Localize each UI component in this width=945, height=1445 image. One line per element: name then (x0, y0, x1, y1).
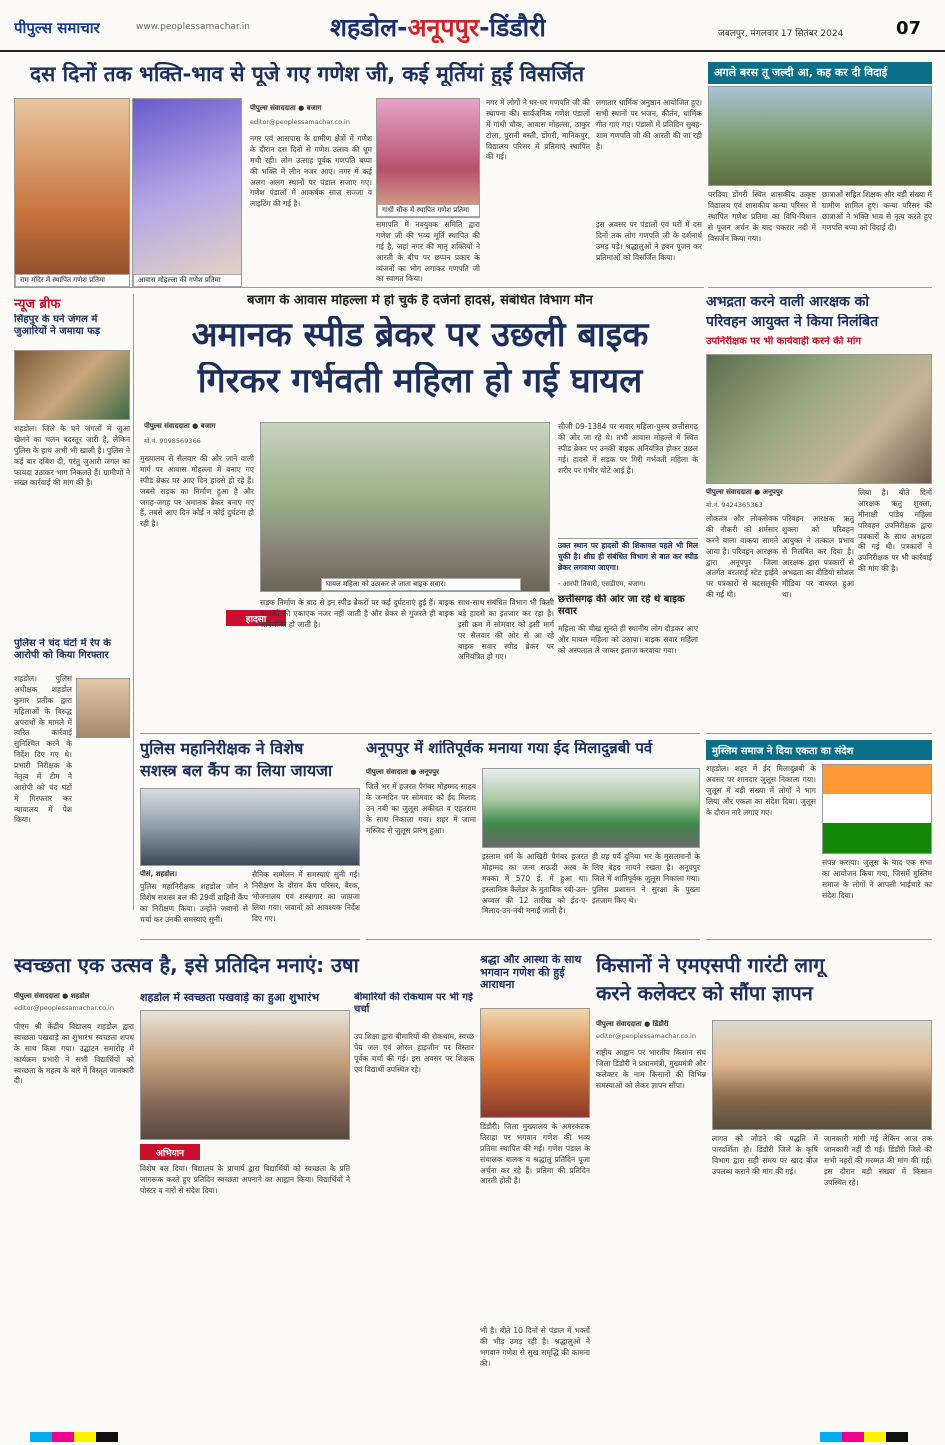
story-byline: पीपुल्स संवाददाता ● अनूपपुर (706, 488, 783, 496)
story-body-col4: लगातार धार्मिक अनुष्ठान आयोजित हुए। सभी स्थानों पर भजन, कीर्तन, धार्मिक गीत गाए गए। पंडालों में प्रतिदिन सुबह-शाम गणपति जी की आरती की जा रही है। (596, 98, 702, 151)
story-mobile: मो.नं. 9424365363 (706, 501, 763, 509)
news-brief-label: न्यूज ब्रीफ (14, 297, 61, 312)
story-email[interactable]: editor@peoplessamachar.co.in (596, 1032, 696, 1040)
story-body-col1: परदिया डोंगरी स्थित शासकीय उत्कृष्ट विद्यालय एवं शासकीय कन्या परिसर में स्थापित गणेश प्रतिमा का विधि-विधान से पूजन अर्चन के बाद चकरार नदी में विसर्जन किया गया। (708, 190, 816, 243)
masthead (0, 0, 945, 52)
story-ig-camp (140, 740, 360, 940)
farmers-memorandum-photo (712, 1020, 932, 1130)
story-headline: दस दिनों तक भक्ति-भाव से पूजे गए गणेश जी, कई मूर्तियां हुईं विसर्जित (30, 62, 585, 86)
story-constable-suspended (706, 294, 932, 734)
ganesh-idol-photo (480, 1008, 590, 1118)
quote-author: - आरपी तिवारी, एसडीएम, बजाग। (558, 580, 646, 588)
story-body-col3: जानकारी मांगी गई लेकिन आज तक जानकारी नहीं दी गई। डिंडौरी जिले की सभी नहरों की मरम्मत की मांग की गई। इस दौरान बड़ी संख्या में किसान उपस्थित रहे। (824, 1134, 932, 1187)
issue-date: जबलपुर, मंगलवार 17 सितंबर 2024 (718, 29, 844, 39)
section-title-b: अनूपपुर (407, 13, 480, 42)
story-subhead-2: बीमारियों की रोकथाम पर भी गई चर्चा (354, 992, 473, 1015)
story-band: मुस्लिम समाज ने दिया एकता का संदेश (706, 740, 932, 760)
cmyk-swatch-yellow (74, 1432, 96, 1442)
story-headline-line1: अभद्रता करने वाली आरक्षक को (706, 294, 870, 310)
story-body-col2: भी है। बीते 10 दिनों से पंडाल में भक्तों की भीड़ उमड़ रही है। श्रद्धालुओं ने भगवान गणेश से सुख समृद्धि की कामना की। (480, 1326, 590, 1368)
story-body-col2: समापति में नवयुवक समिति द्वारा गणेश जी की भव्य मूर्ति स्थापित की गई है, जहां नगर की मातृ शक्तियों ने आरती के बीच पर छप्पन प्रकार के व्यंजनों का भोग लगाकर गणपति जी का स्वागत किया। (376, 220, 480, 284)
section-title-a: शहडोल- (330, 13, 408, 42)
ganesh-photo-ram-mandir (14, 98, 130, 288)
story-muslim-unity (706, 740, 932, 940)
story-subhead: उपनिरीक्षक पर भी कार्यवाही करने की मांग (706, 336, 862, 347)
story-body-col1: शहडोल। शहर में ईद मिलादुन्नबी के अवसर पर शानदार जुलूस निकाला गया। जुलूस में बड़ी संख्या में लोगों ने भाग लिया और एकता का संदेश दिया। जुलूस के दौरान नारे लगाए गए। (706, 764, 816, 817)
story-body-col2: विशेष बल दिया। विद्यालय के प्राचार्य द्वारा विद्यार्थियों को स्वच्छता के प्रति जागरूक करते हुए प्रतिदिन स्वच्छता अपनाने का आह्वान किया। विद्यार्थियों ने पोस्टर व नारों से संदेश दिया। (140, 1164, 350, 1195)
cmyk-swatch-black (96, 1432, 118, 1442)
story-headline-line2: करने कलेक्टर को सौंपा ज्ञापन (596, 982, 813, 1005)
newspaper-logo: पीपुल्स समाचार (14, 19, 100, 37)
story-body-col1: राष्ट्रीय आह्वान पर भारतीय किसान संघ जिला डिंडौरी ने प्रधानमंत्री, मुख्यमंत्री और कलेक्टर के नाम किसानों की विभिन्न समस्याओं को लेकर ज्ञापन सौंपा। (596, 1048, 706, 1090)
quote-text: उक्त स्थान पर हादसों की शिकायत पहले भी मिल चुकी है। शीघ्र ही संबंधित विभाग से बात कर स्पीड ब्रेकर लगवाया जाएगा। (558, 541, 698, 572)
story-body-col1: पुलिस महानिरीक्षक शहडोल जोन ने विशेष सशस्त्र बल की 29वीं वाहिनी कैंप का निरीक्षण किया। उन्होंने जवानों से चर्चा कर उनकी समस्याएं सुनीं। (140, 882, 248, 924)
gambling-photo (14, 350, 130, 420)
story-email[interactable]: editor@peoplessamachar.co.in (250, 118, 350, 126)
page-number: 07 (896, 18, 922, 39)
story-cleanliness (14, 946, 474, 1426)
quote-box (558, 538, 698, 592)
eid-procession-photo (482, 768, 700, 848)
story-tag: अभियान (140, 1144, 200, 1160)
story-subhead: शहडोल में स्वच्छता पखवाड़े का हुआ शुभारंभ (140, 992, 320, 1004)
story-body-col2: लागत को जोड़ने की पद्धति में पारदर्शिता हो। डिंडौरी जिले के कृषि विभाग द्वारा सही समय पर खाद बीज उपलब्ध कराने की मांग की गई। (712, 1134, 818, 1176)
photo-caption: राम मंदिर में स्थापित गणेश प्रतिमा (15, 274, 130, 287)
story-body-col5: सीजी 09-1384 पर सवार महिला-पुरुष छत्तीसगढ़ की ओर जा रहे थे। तभी आवास मोहल्ले में स्थित स्पीड ब्रेकर पर उनकी बाइक अनियंत्रित होकर उछल गई। हादसे में सड़क पर गिरी गर्भवती महिला के शरीर पर गंभीर चोटें आई हैं। (558, 422, 698, 475)
story-body-col4: महिला की चीख सुनते ही स्थानीय लोग दौड़कर आए और घायल महिला को उठाया। बाइक सवार महिला को अस्पताल ले जाकर इलाज करवाया गया। (558, 624, 698, 655)
story-body-col2: सैनिक सम्मेलन में समस्याएं सुनी गईं। निरीक्षण के दौरान कैंप परिसर, बैरक, भोजनालय एवं शस्त्रागार का जायजा लिया गया। जवानों को आवश्यक निर्देश दिए गए। (252, 870, 360, 923)
brief-body-2: शहडोल। पुलिस अधीक्षक शहडोल कुमार प्रतीक द्वारा महिलाओं के विरुद्ध अपराधों के मामले में त्वरित कार्रवाई सुनिश्चित करने के निर्देश दिए गए थे। प्रभारी निरीक्षक के नेतृत्व में टीम ने आरोपी को चंद घंटों में गिरफ्तार कर न्यायालय में पेश किया। (14, 674, 72, 825)
story-body-col3: लिया है। बीते दिनों आरक्षक ऋतु शुक्ला, मीनाक्षी पांडेय महिला परिवहन उपनिरीक्षक द्वारा पत्रकारों के साथ अभद्रता की गई थी। पत्रकारों ने उपनिरीक्षक पर भी कार्रवाई की मांग की है। (858, 488, 932, 574)
story-farmers-msp (596, 946, 932, 1426)
section-title-c: -डिंडौरी (479, 13, 546, 42)
story-headline-line2: गिरकर गर्भवती महिला हो गई घायल (197, 362, 643, 401)
story-speed-breaker (140, 294, 700, 734)
story-kicker: बजाग के आवास मोहल्ला में हो चुके हैं दर्जनों हादसे, संबंधित विभाग मौन (247, 294, 593, 308)
brief-headline-1: सिंहपुर के घने जंगल में जुआरियों ने जमाया फड़ (14, 314, 101, 337)
story-body-col5: इस अवसर पर पंडालों एवं घरों में दस दिनों तक लोग गणपति जी के दर्शनार्थ उमड़ पड़े। श्रद्धालुओं ने हवन पूजन कर प्रतिमाओं को विसर्जित किया। (596, 220, 702, 262)
story-eid-anuppur (366, 740, 700, 940)
story-ganesh-immersion (14, 58, 704, 288)
story-body-col2: सड़क निर्माण के बाद से इन स्पीड ब्रेकरों पर कई दुर्घटनाएं हुई हैं। बाइक चालकों की एकाएक नजर नहीं जाती है और ब्रेकर से गुजरते ही बाइक अनियंत्रित हो जाती है। (260, 598, 454, 629)
cmyk-swatch-magenta (842, 1432, 864, 1442)
story-byline: पीपुल्स संवाददाता ● डिंडौरी (596, 1020, 669, 1028)
camp-inspection-photo (140, 788, 360, 866)
story-headline: श्रद्धा और आस्था के साथ भगवान गणेश की हुई आराधना (480, 954, 582, 992)
story-body-col3: नगर में लोगों ने घर-घर गणपति जी की स्थापना की। सार्वजनिक गणेश पंडालों में गांधी चौक, आवास मोहल्ला, ठाकुर टोला, पुरानी बस्ती, डोंगरी, मानिकपुर, विद्यालय परिसर में प्रतिमाएं स्थापित की गई। (486, 98, 590, 162)
immersion-river-photo (708, 86, 932, 186)
cmyk-swatch-yellow (864, 1432, 886, 1442)
story-byline: पीपुल्स संवाददाता ● बजाग (144, 422, 216, 430)
ganesh-photo-awas-mohalla (132, 98, 242, 288)
story-headline: अनूपपुर में शांतिपूर्वक मनाया गया ईद मिलादुन्नबी पर्व (366, 740, 653, 757)
story-headline-line1: अमानक स्पीड ब्रेकर पर उछली बाइक (191, 316, 649, 355)
photo-caption: घायल महिला को उठाकर ले जाता बाइक सवार। (321, 578, 521, 591)
section-title (330, 10, 546, 44)
story-ganesh-worship (480, 946, 590, 1426)
story-body-col2: छात्राओं सहित शिक्षक और बड़ी संख्या में ग्रामीण शामिल हुए। कन्या परिसर की छात्राओं ने भक्ति भाव से नृत्य करते हुए गणपति बप्पा को विदाई दी। (822, 190, 932, 232)
story-body-col3: ही यह पर्व दुनिया भर के मुसलमानों के लिए बेहद मायने रखता है। अनूपपुर जिले में शांतिपूर्वक जुलूस निकाला गया। पुलिस प्रशासन ने सुरक्षा के पुख्ता इंतजाम किए थे। (592, 852, 700, 905)
story-body-col1: मुख्यालय से सैलवार की ओर जाने वाली मार्ग पर आवास मोहल्ला में बनाए गए स्पीड ब्रेकर पर आए दिन हादसे हो रहे हैं। जबसे सड़क का निर्माण हुआ है और जगह-जगह पर अमानक ब्रेकर बनाए गए हैं, तबसे आए दिन कोई न कोई दुर्घटना हो रही है। (140, 454, 254, 529)
story-byline: पीपुल्स संवादाता ● अनूपपुर (366, 768, 439, 776)
story-body-col3: साथ-साथ संबंधित विभाग भी किसी बड़े हादसे का इंतजार कर रहा है। इसी क्रम में सोमवार को इसी मार्ग पर सैलवार की ओर से आ रहे बाइक सवार स्पीड ब्रेकर पर अनियंत्रित हो गए। (458, 598, 554, 662)
story-byline: पीपुल्स संवाददाता ● बजाग (250, 104, 322, 112)
story-headline-line2: परिवहन आयुक्त ने किया निलंबित (706, 314, 879, 330)
story-body-col2: संपन्न कराया। जुलूस के बाद एक सभा का आयोजन किया गया, जिसमें मुस्लिम समाज के लोगों ने आपसी भाईचारे का संदेश दिया। (822, 858, 932, 900)
ganesh-photo-gandhi-chowk (376, 98, 480, 218)
story-headline: स्वच्छता एक उत्सव है, इसे प्रतिदिन मनाएं: उषा (14, 954, 359, 977)
story-body-col3: उप शिक्षा द्वारा बीमारियों की रोकथाम, स्वच्छ पेय जल एवं ओरल हाइजीन पर विस्तार पूर्वक चर्चा की गई। इस अवसर पर शिक्षक एवं विद्यार्थी उपस्थित रहे। (354, 1032, 474, 1074)
brief-headline-2: पुलिस ने चंद घंटों में रेप के आरोपी को किया गिरफ्तार (14, 638, 111, 661)
cmyk-swatch-cyan (30, 1432, 52, 1442)
cmyk-swatch-magenta (52, 1432, 74, 1442)
story-subhead: छत्तीसगढ़ की ओर जा रहे थे बाइक सवार (558, 594, 685, 617)
story-body-col1: डिंडौरी। जिला मुख्यालय के अमरकंटक तिराहा पर भगवान गणेश की भव्य प्रतिमा स्थापित की गई। गणेश पंडाल के संचालक बालक व श्रद्धालु प्रतिदिन पूजा अर्चना कर रहे हैं। प्रतिमा की प्रतिदिन आरती होती है। (480, 1122, 590, 1186)
story-byline: पीपुल्स संवाददाता ● शहडोल (14, 992, 90, 1000)
story-headline-line2: सशस्त्र बल कैंप का लिया जायजा (140, 762, 333, 780)
story-headline-line1: किसानों ने एमएसपी गारंटी लागू (596, 954, 825, 977)
story-mobile: मो.नं. 9098569366 (144, 437, 201, 445)
story-body-col1: पीएम श्री केंद्रीय विद्यालय शहडोल द्वारा स्वच्छता पखवाड़े का शुभारंभ स्वच्छता शपथ के साथ किया गया। उद्घाटन समारोह में कार्यक्रम प्रभारी ने सभी विद्यार्थियों को स्वच्छता के महत्व के बारे में विस्तृत जानकारी दी। (14, 1022, 134, 1086)
story-body-col1: नगर एवं आसपास के ग्रामीण क्षेत्रों में गणेश के दौरान दस दिनों से गणेश उत्सव की धूम मची रही। लोग उत्साह पूर्वक गणपति बप्पा की भक्ति में लीन नजर आए। नगर में कई अलग अलग स्थानों पर पंडाल सजाए गए। गणेश पंडालों में आकर्षक साज सज्जा व लाइटिंग की गई है। (250, 134, 372, 209)
cmyk-swatch-cyan (820, 1432, 842, 1442)
story-email[interactable]: editor@peoplessamachar.co.in (14, 1004, 114, 1012)
story-body-col2: परिवहन आरक्षक ऋतु शुक्ला को परिवहन आयुक्त ने तत्काल प्रभाव से निलंबित कर दिया है। आरक्षक द्वारा पत्रकारों से अभद्रता का वीडियो सोशल मीडिया पर वायरल हुआ था। (782, 514, 854, 600)
constable-photo (706, 354, 932, 484)
photo-caption: गांधी चौक में स्थापित गणेश प्रतिमा (377, 204, 480, 217)
site-url[interactable]: www.peoplessamachar.in (136, 22, 250, 32)
flag-rally-photo (822, 764, 932, 854)
story-place: पीसं, शहडोल। (140, 870, 178, 878)
story-band: अगले बरस तू जल्दी आ, कह कर दी विदाई (708, 62, 932, 84)
story-body-col1: जिले भर में हजरत पैगंबर मोहम्मद साहब के जन्मदिन पर सोमवार को ईद मिलाद उन नबी का जुलूस अकीदत व एहतराम के साथ निकाला गया। शहर में जामा मस्जिद से जुलूस प्रारंभ हुआ। (366, 782, 476, 835)
story-headline-line1: पुलिस महानिरीक्षक ने विशेष (140, 740, 304, 758)
brief-body-1: शहडोल। जिले के घने जंगलों में जुआ खेलने का चलन बदस्तूर जारी है, लेकिन पुलिस के हाथ अभी भी खाली है। पुलिस ने कई बार दबिश दी, परंतु जुआरी जंगल का फायदा उठाकर भाग निकलते हैं। ग्रामीणों ने सख्त कार्रवाई की मांग की है। (14, 424, 130, 488)
students-cleanliness-photo (140, 1010, 350, 1140)
injured-woman-photo (260, 422, 550, 592)
story-body-col1: लोकतंत्र और लोकसेवक की नौकरी को शर्मसार करने वाला वाकया सामने आया है। परिवहन आरक्षक द्वारा अनूपपुर जिला अंतर्गत बरतराई स्टेट हाईवे पर पत्रकारों से बदसलूकी की गई थी। (706, 514, 778, 600)
photo-caption: आवास मोहल्ला की गणेश प्रतिमा (133, 274, 242, 287)
police-officer-photo (76, 678, 130, 738)
story-body-col2: इस्लाम धर्म के आखिरी पैगंबर हजरत मोहम्मद का जन्म सऊदी अरब के मक्का में 570 ई. में हुआ था। इस्लामिक कैलेंडर के मुताबिक रबी-उल-अव्वल की 12 तारीख को ईद-ए-मिलाद-उन-नबी मनाई जाती है। (482, 852, 588, 916)
story-vidai (708, 58, 932, 288)
cmyk-swatch-black (886, 1432, 908, 1442)
story-tag: हादसा (226, 610, 286, 626)
news-brief-column (14, 294, 134, 910)
